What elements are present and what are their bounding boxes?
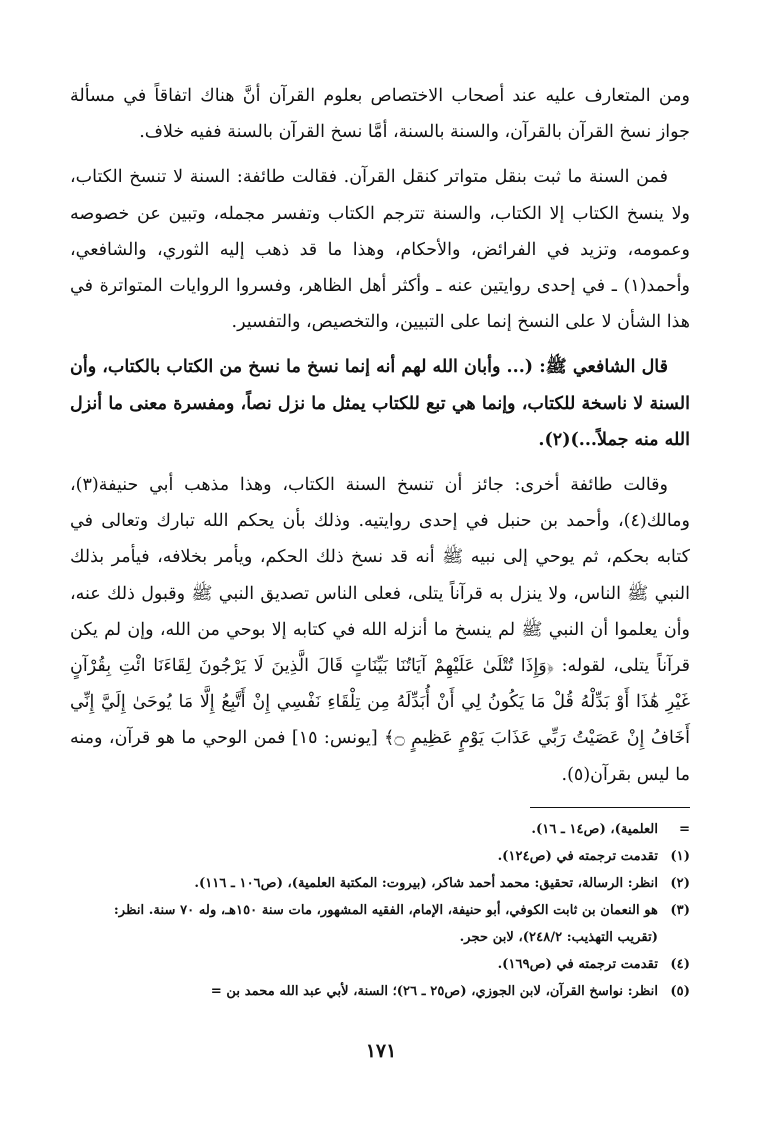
footnote-number: (٥) — [670, 983, 690, 999]
footnote — [70, 951, 690, 978]
paragraph-4: وقالت طائفة أخرى: جائز أن تنسخ السنة الكتاب، وهذا مذهب أبي حنيفة(٣)، ومالك(٤)، وأحمد بن حنبل في إحدى روايتيه. وذلك بأن يحكم الله تبارك وتعالى في كتابه بحكم، ثم يوحي إلى نبيه ﷺ أنه قد نسخ ذلك الحكم، ويأمر بخلافه، فيأمر بذلك النبي ﷺ الناس، ولا ينزل به قرآناً يتلى، فعلى الناس تصديق النبي ﷺ وقبول ذلك عنه، وأن يعلموا أن النبي ﷺ لم ينسخ ما أنزله الله في كتابه إلا بوحي من الله، وإن لم يكن قرآناً يتلى، لقوله: ﴿وَإِذَا تُتْلَىٰ عَلَيْهِمْ آيَاتُنَا بَيِّنَاتٍ قَالَ الَّذِينَ لَا يَرْجُونَ لِقَاءَنَا ائْتِ بِقُرْآنٍ غَيْرِ هَٰذَا أَوْ بَدِّلْهُ قُلْ مَا يَكُونُ لِي أَنْ أُبَدِّلَهُ مِن تِلْقَاءِ نَفْسِي إِنْ أَتَّبِعُ إِلَّا مَا يُوحَىٰ إِلَيَّ إِنِّي أَخَافُ إِنْ عَصَيْتُ رَبِّي عَذَابَ يَوْمٍ عَظِيمٍ ۝﴾ [يونس: ١٥] فمن الوحي ما هو قرآن، ومنه ما ليس بقرآن(٥). — [70, 475, 690, 785]
paragraph-2: فمن السنة ما ثبت بنقل متواتر كنقل القرآن. فقالت طائفة: السنة لا تنسخ الكتاب، ولا ينسخ الكتاب إلا الكتاب، والسنة تترجم الكتاب وتفسر مجمله، وتبين عن خصوصه وعمومه، وتزيد في الفرائض، والأحكام، وهذا ما قد ذهب إليه الثوري، والشافعي، وأحمد(١) ـ في إحدى روايتين عنه ـ وأكثر أهل الظاهر، وفسروا الروايات المتواترة في هذا الشأن لا على النسخ إنما على التبيين، والتخصيص، والتفسير. — [70, 167, 690, 333]
page-number: ١٧١ — [365, 1040, 397, 1062]
footnote-number: (٢) — [670, 875, 690, 891]
footnote-text: انظر: نواسخ القرآن، لابن الجوزي، (ص٢٥ ـ ٢٦)؛ السنة، لأبي عبد الله محمد بن = — [210, 983, 658, 999]
footnote — [70, 843, 690, 870]
footnote-divider — [530, 807, 690, 808]
footnote-number: (٤) — [670, 956, 690, 972]
paragraph-1: ومن المتعارف عليه عند أصحاب الاختصاص بعلوم القرآن أنَّ هناك اتفاقاً في مسألة جواز نسخ القرآن بالقرآن، والسنة بالسنة، أمَّا نسخ القرآن بالسنة ففيه خلاف. — [70, 86, 690, 143]
footnote-text: تقدمت ترجمته في (ص١٢٤). — [497, 848, 658, 864]
footnote-text: هو النعمان بن ثابت الكوفي، أبو حنيفة، الإمام، الفقيه المشهور، مات سنة ١٥٠هـ، وله ٧٠ سنة. انظر: (تقريب التهذيب: ٢٤٨/٢)، لابن حجر. — [113, 902, 658, 945]
footnote-text: تقدمت ترجمته في (ص١٦٩). — [497, 956, 658, 972]
paragraph-3-quote: قال الشافعي ﷺ: (... وأبان الله لهم أنه إنما نسخ ما نسخ من الكتاب بالكتاب، وأن السنة لا ناسخة للكتاب، وإنما هي تبع للكتاب يمثل ما نزل نصاً، ومفسرة معنى ما أنزل الله منه جملاً...)(٢). — [70, 357, 690, 450]
footnote — [70, 897, 690, 951]
footnote — [70, 978, 690, 1005]
footnote — [70, 870, 690, 897]
footnote — [70, 816, 690, 843]
main-text — [70, 78, 690, 793]
footnote-number: (٣) — [670, 902, 690, 918]
footnote-text: انظر: الرسالة، تحقيق: محمد أحمد شاكر، (بيروت: المكتبة العلمية)، (ص١٠٦ ـ ١١٦). — [194, 875, 658, 891]
footnote-number: = — [678, 821, 690, 837]
footnote-number: (١) — [670, 848, 690, 864]
footnote-text: العلمية)، (ص١٤ ـ ١٦). — [531, 821, 658, 837]
footnotes — [70, 816, 690, 1005]
